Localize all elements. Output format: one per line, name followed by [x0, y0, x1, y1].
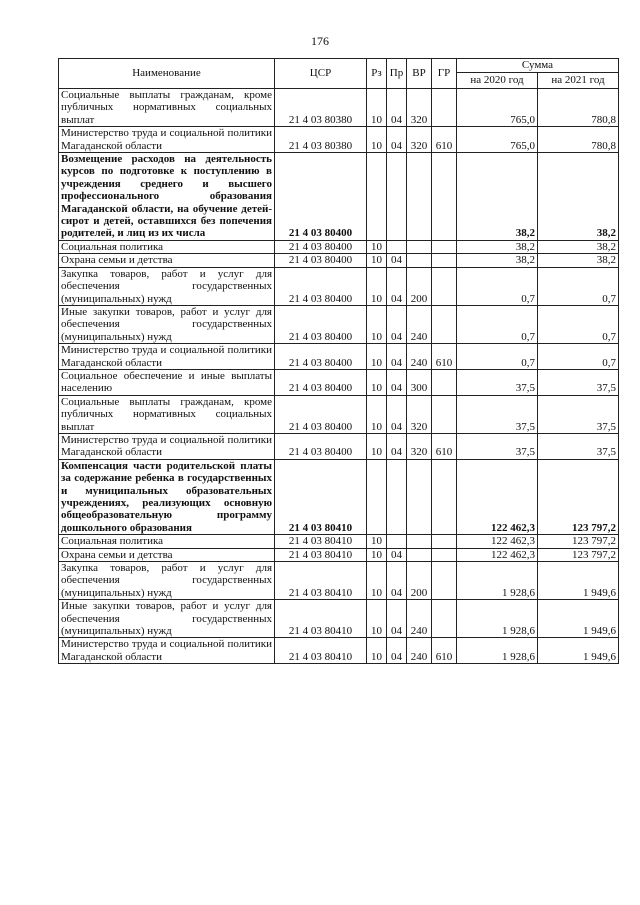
header-name: Наименование	[59, 59, 275, 89]
cell-gr	[432, 305, 457, 343]
cell-sum-2020: 765,0	[457, 127, 538, 153]
cell-name: Министерство труда и социальной политики Магаданской области	[59, 638, 275, 664]
cell-sum-2021: 1 949,6	[538, 600, 619, 638]
cell-rz: 10	[367, 254, 387, 267]
page-number: 176	[311, 34, 329, 48]
table-row	[59, 459, 619, 534]
budget-table	[58, 58, 619, 664]
cell-vr: 200	[407, 562, 432, 600]
header-gr: ГР	[432, 59, 457, 89]
cell-name: Министерство труда и социальной политики Магаданской области	[59, 127, 275, 153]
cell-pr	[387, 153, 407, 241]
cell-name: Иные закупки товаров, работ и услуг для обеспечения государственных (муниципальных) нужд	[59, 305, 275, 343]
cell-sum-2020: 765,0	[457, 89, 538, 127]
cell-rz: 10	[367, 369, 387, 395]
cell-rz: 10	[367, 344, 387, 370]
cell-sum-2021: 1 949,6	[538, 562, 619, 600]
cell-sum-2021: 38,2	[538, 254, 619, 267]
cell-gr	[432, 535, 457, 548]
cell-name: Социальная политика	[59, 535, 275, 548]
cell-sum-2021: 37,5	[538, 433, 619, 459]
cell-csr: 21 4 03 80410	[275, 548, 367, 561]
cell-vr	[407, 240, 432, 253]
cell-sum-2020: 1 928,6	[457, 638, 538, 664]
cell-csr: 21 4 03 80410	[275, 562, 367, 600]
cell-sum-2021: 123 797,2	[538, 548, 619, 561]
header-sum: Сумма	[457, 59, 619, 73]
cell-rz	[367, 153, 387, 241]
cell-sum-2020: 38,2	[457, 254, 538, 267]
cell-sum-2021: 123 797,2	[538, 459, 619, 534]
cell-sum-2020: 38,2	[457, 153, 538, 241]
cell-csr: 21 4 03 80400	[275, 254, 367, 267]
cell-rz: 10	[367, 127, 387, 153]
cell-rz: 10	[367, 548, 387, 561]
cell-vr: 320	[407, 433, 432, 459]
cell-csr: 21 4 03 80410	[275, 459, 367, 534]
cell-pr: 04	[387, 267, 407, 305]
cell-rz: 10	[367, 562, 387, 600]
cell-pr	[387, 459, 407, 534]
cell-sum-2020: 0,7	[457, 344, 538, 370]
cell-sum-2020: 37,5	[457, 369, 538, 395]
cell-pr: 04	[387, 344, 407, 370]
cell-pr: 04	[387, 127, 407, 153]
cell-pr	[387, 535, 407, 548]
cell-gr	[432, 562, 457, 600]
table-row	[59, 267, 619, 305]
cell-sum-2020: 0,7	[457, 305, 538, 343]
cell-rz: 10	[367, 267, 387, 305]
cell-pr: 04	[387, 369, 407, 395]
cell-rz: 10	[367, 600, 387, 638]
cell-sum-2020: 37,5	[457, 433, 538, 459]
cell-sum-2021: 780,8	[538, 127, 619, 153]
cell-rz: 10	[367, 395, 387, 433]
cell-gr	[432, 267, 457, 305]
cell-csr: 21 4 03 80410	[275, 535, 367, 548]
cell-pr: 04	[387, 548, 407, 561]
table-row	[59, 254, 619, 267]
cell-rz: 10	[367, 433, 387, 459]
cell-sum-2021: 38,2	[538, 153, 619, 241]
cell-gr	[432, 153, 457, 241]
cell-gr	[432, 395, 457, 433]
header-year-2020: на 2020 год	[457, 73, 538, 89]
cell-vr: 240	[407, 305, 432, 343]
header-vr: ВР	[407, 59, 432, 89]
cell-sum-2021: 0,7	[538, 305, 619, 343]
cell-pr: 04	[387, 89, 407, 127]
table-row	[59, 344, 619, 370]
cell-name: Министерство труда и социальной политики Магаданской области	[59, 344, 275, 370]
cell-gr: 610	[432, 638, 457, 664]
cell-vr	[407, 535, 432, 548]
table-header-row	[59, 59, 619, 73]
cell-csr: 21 4 03 80400	[275, 267, 367, 305]
cell-pr: 04	[387, 562, 407, 600]
cell-sum-2021: 37,5	[538, 395, 619, 433]
cell-vr	[407, 254, 432, 267]
header-csr: ЦСР	[275, 59, 367, 89]
cell-sum-2020: 122 462,3	[457, 459, 538, 534]
header-pr: Пр	[387, 59, 407, 89]
cell-gr: 610	[432, 127, 457, 153]
cell-sum-2021: 0,7	[538, 344, 619, 370]
cell-pr: 04	[387, 395, 407, 433]
cell-pr: 04	[387, 600, 407, 638]
cell-vr	[407, 153, 432, 241]
cell-gr: 610	[432, 433, 457, 459]
header-rz: Рз	[367, 59, 387, 89]
cell-sum-2020: 122 462,3	[457, 548, 538, 561]
table-row	[59, 600, 619, 638]
table-row	[59, 638, 619, 664]
cell-gr	[432, 548, 457, 561]
cell-name: Иные закупки товаров, работ и услуг для обеспечения государственных (муниципальных) нужд	[59, 600, 275, 638]
cell-csr: 21 4 03 80380	[275, 127, 367, 153]
cell-gr	[432, 240, 457, 253]
table-row	[59, 548, 619, 561]
cell-csr: 21 4 03 80400	[275, 395, 367, 433]
cell-rz: 10	[367, 638, 387, 664]
cell-name: Министерство труда и социальной политики Магаданской области	[59, 433, 275, 459]
cell-name: Социальные выплаты гражданам, кроме публичных нормативных социальных выплат	[59, 89, 275, 127]
cell-sum-2020: 37,5	[457, 395, 538, 433]
table-row	[59, 305, 619, 343]
cell-sum-2021: 38,2	[538, 240, 619, 253]
cell-sum-2020: 1 928,6	[457, 562, 538, 600]
cell-pr	[387, 240, 407, 253]
cell-csr: 21 4 03 80400	[275, 369, 367, 395]
cell-pr: 04	[387, 305, 407, 343]
cell-gr	[432, 89, 457, 127]
cell-rz: 10	[367, 535, 387, 548]
cell-vr: 320	[407, 395, 432, 433]
cell-vr: 240	[407, 600, 432, 638]
cell-vr: 240	[407, 638, 432, 664]
cell-csr: 21 4 03 80380	[275, 89, 367, 127]
cell-pr: 04	[387, 254, 407, 267]
table-row	[59, 369, 619, 395]
cell-name: Закупка товаров, работ и услуг для обеспечения государственных (муниципальных) нужд	[59, 562, 275, 600]
table-row	[59, 240, 619, 253]
cell-vr	[407, 548, 432, 561]
table-row	[59, 433, 619, 459]
cell-pr: 04	[387, 638, 407, 664]
cell-vr	[407, 459, 432, 534]
cell-pr: 04	[387, 433, 407, 459]
cell-name: Охрана семьи и детства	[59, 254, 275, 267]
cell-csr: 21 4 03 80400	[275, 153, 367, 241]
cell-vr: 300	[407, 369, 432, 395]
cell-vr: 200	[407, 267, 432, 305]
cell-rz	[367, 459, 387, 534]
cell-sum-2021: 123 797,2	[538, 535, 619, 548]
cell-csr: 21 4 03 80400	[275, 305, 367, 343]
cell-name: Социальная политика	[59, 240, 275, 253]
cell-gr: 610	[432, 344, 457, 370]
table-row	[59, 153, 619, 241]
cell-gr	[432, 459, 457, 534]
cell-name: Охрана семьи и детства	[59, 548, 275, 561]
cell-sum-2020: 0,7	[457, 267, 538, 305]
cell-csr: 21 4 03 80410	[275, 600, 367, 638]
table-row	[59, 535, 619, 548]
cell-sum-2020: 122 462,3	[457, 535, 538, 548]
cell-rz: 10	[367, 240, 387, 253]
cell-vr: 320	[407, 127, 432, 153]
cell-name: Социальные выплаты гражданам, кроме публичных нормативных социальных выплат	[59, 395, 275, 433]
cell-vr: 240	[407, 344, 432, 370]
table-row	[59, 89, 619, 127]
cell-sum-2021: 1 949,6	[538, 638, 619, 664]
cell-csr: 21 4 03 80400	[275, 344, 367, 370]
cell-name: Закупка товаров, работ и услуг для обеспечения государственных (муниципальных) нужд	[59, 267, 275, 305]
cell-gr	[432, 600, 457, 638]
table-row	[59, 562, 619, 600]
cell-name: Возмещение расходов на деятельность курсов по подготовке к поступлению в учреждения среднего и высшего профессионального образования Магаданской области, на обучение детей-сирот и детей, оставшихся без попечения родителей, и лиц из их числа	[59, 153, 275, 241]
cell-sum-2020: 38,2	[457, 240, 538, 253]
cell-name: Социальное обеспечение и иные выплаты населению	[59, 369, 275, 395]
cell-sum-2021: 780,8	[538, 89, 619, 127]
cell-csr: 21 4 03 80410	[275, 638, 367, 664]
cell-csr: 21 4 03 80400	[275, 433, 367, 459]
cell-rz: 10	[367, 89, 387, 127]
cell-sum-2020: 1 928,6	[457, 600, 538, 638]
table-body	[59, 89, 619, 664]
cell-sum-2021: 0,7	[538, 267, 619, 305]
table-row	[59, 127, 619, 153]
header-year-2021: на 2021 год	[538, 73, 619, 89]
cell-csr: 21 4 03 80400	[275, 240, 367, 253]
cell-vr: 320	[407, 89, 432, 127]
cell-gr	[432, 254, 457, 267]
cell-name: Компенсация части родительской платы за содержание ребенка в государственных и муниципальных образовательных учреждениях, реализующих основную общеобразовательную программу дошкольного образования	[59, 459, 275, 534]
cell-sum-2021: 37,5	[538, 369, 619, 395]
table-row	[59, 395, 619, 433]
cell-gr	[432, 369, 457, 395]
cell-rz: 10	[367, 305, 387, 343]
